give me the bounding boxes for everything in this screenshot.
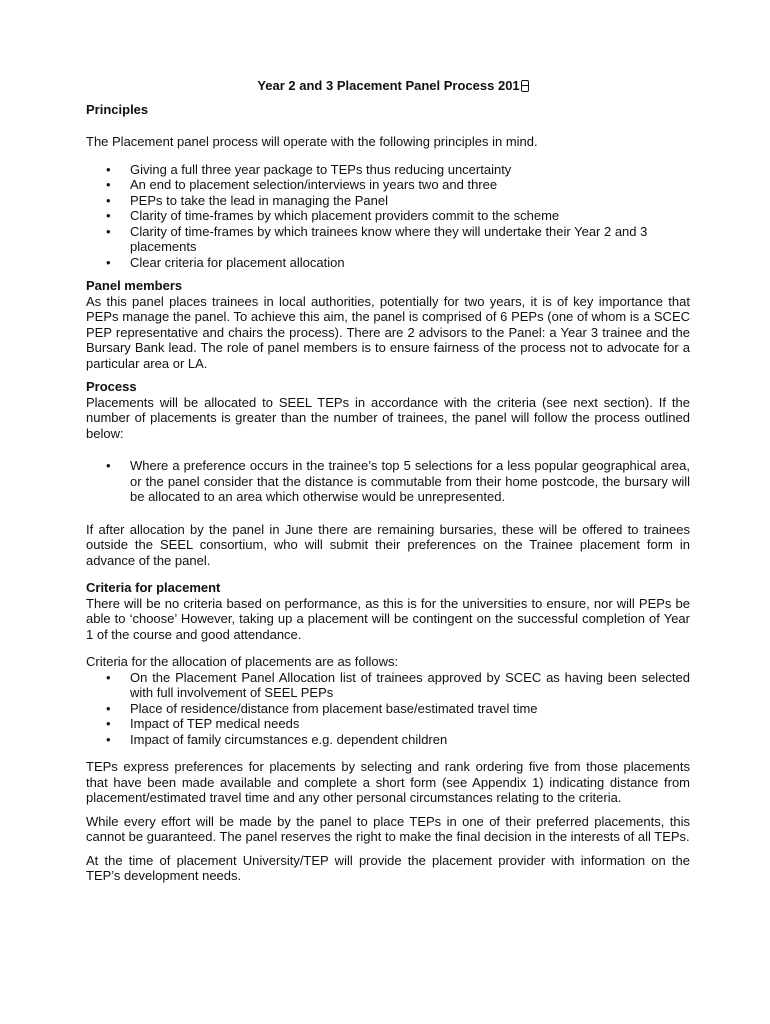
principles-list-item: • Clarity of time-frames by which placement providers commit to the scheme <box>86 208 690 224</box>
principles-heading: Principles <box>86 101 149 117</box>
criteria-heading: Criteria for placement <box>86 580 221 595</box>
process-body: Placements will be allocated to SEEL TEPs in accordance with the criteria (see next section). If the number of placements is greater than the number of trainees, the panel will follow the process outlined below: <box>86 394 690 441</box>
criteria-body: There will be no criteria based on performance, as this is for the universities to ensure, nor will PEPs be able to ‘choose’ However, taking up a placement will be contingent on the successful completion of Year 1 of the course and good attendance. <box>86 595 690 642</box>
process-after-text: If after allocation by the panel in June there are remaining bursaries, these will be offered to trainees outside the SEEL consortium, who will submit their preferences on the Trainee placement form in advance of the panel. <box>86 521 690 568</box>
panel-members-heading: Panel members <box>86 278 183 293</box>
principles-list-item: • An end to placement selection/interviews in years two and three <box>86 177 690 193</box>
document-page <box>86 78 690 884</box>
process-list-item: • Where a preference occurs in the trainee’s top 5 selections for a less popular geographical area, or the panel consider that the distance is commutable from their home postcode, the bursary will be allocated to an area which otherwise would be unrepresented. <box>86 458 690 505</box>
criteria-list-item: • Place of residence/distance from placement base/estimated travel time <box>86 701 690 717</box>
title-year-digit-glyph-icon <box>521 80 529 92</box>
process-heading: Process <box>86 379 137 394</box>
criteria-paragraph-1: TEPs express preferences for placements by selecting and rank ordering five from those placements that have been made available and complete a short form (see Appendix 1) indicating distance from placement/estimated travel time and any other personal circumstances relating to the criteria. <box>86 759 690 805</box>
criteria-list <box>86 670 690 748</box>
criteria-list-item: • Impact of family circumstances e.g. dependent children <box>86 732 690 748</box>
principles-list-item: • Giving a full three year package to TEPs thus reducing uncertainty <box>86 162 690 178</box>
principles-list <box>86 162 690 271</box>
criteria-list-intro: Criteria for the allocation of placements are as follows: <box>86 654 399 669</box>
principles-list-item: • Clarity of time-frames by which trainees know where they will undertake their Year 2 and 3 placements <box>86 224 690 255</box>
principles-list-item: • PEPs to take the lead in managing the Panel <box>86 193 690 209</box>
criteria-list-item: • Impact of TEP medical needs <box>86 716 690 732</box>
criteria-list-item: • On the Placement Panel Allocation list of trainees approved by SCEC as having been selected with full involvement of SEEL PEPs <box>86 670 690 701</box>
principles-intro: The Placement panel process will operate with the following principles in mind. <box>86 134 538 149</box>
document-title-text: Year 2 and 3 Placement Panel Process 201 <box>257 78 520 93</box>
criteria-paragraph-2: While every effort will be made by the panel to place TEPs in one of their preferred placements, this cannot be guaranteed. The panel reserves the right to make the final decision in the interests of all TEPs. <box>86 813 690 844</box>
document-title <box>86 78 690 94</box>
criteria-paragraph-3: At the time of placement University/TEP will provide the placement provider with information on the TEP’s development needs. <box>86 852 690 883</box>
principles-list-item: • Clear criteria for placement allocation <box>86 255 690 271</box>
panel-members-body: As this panel places trainees in local authorities, potentially for two years, it is of key importance that PEPs manage the panel. To achieve this aim, the panel is comprised of 6 PEPs (one of whom is a SCEC PEP representative and chairs the process). There are 2 advisors to the Panel: a Year 3 trainee and the Bursary Bank lead. The role of panel members is to ensure fairness of the process not to advocate for a particular area or LA. <box>86 293 690 371</box>
process-list <box>86 458 690 505</box>
